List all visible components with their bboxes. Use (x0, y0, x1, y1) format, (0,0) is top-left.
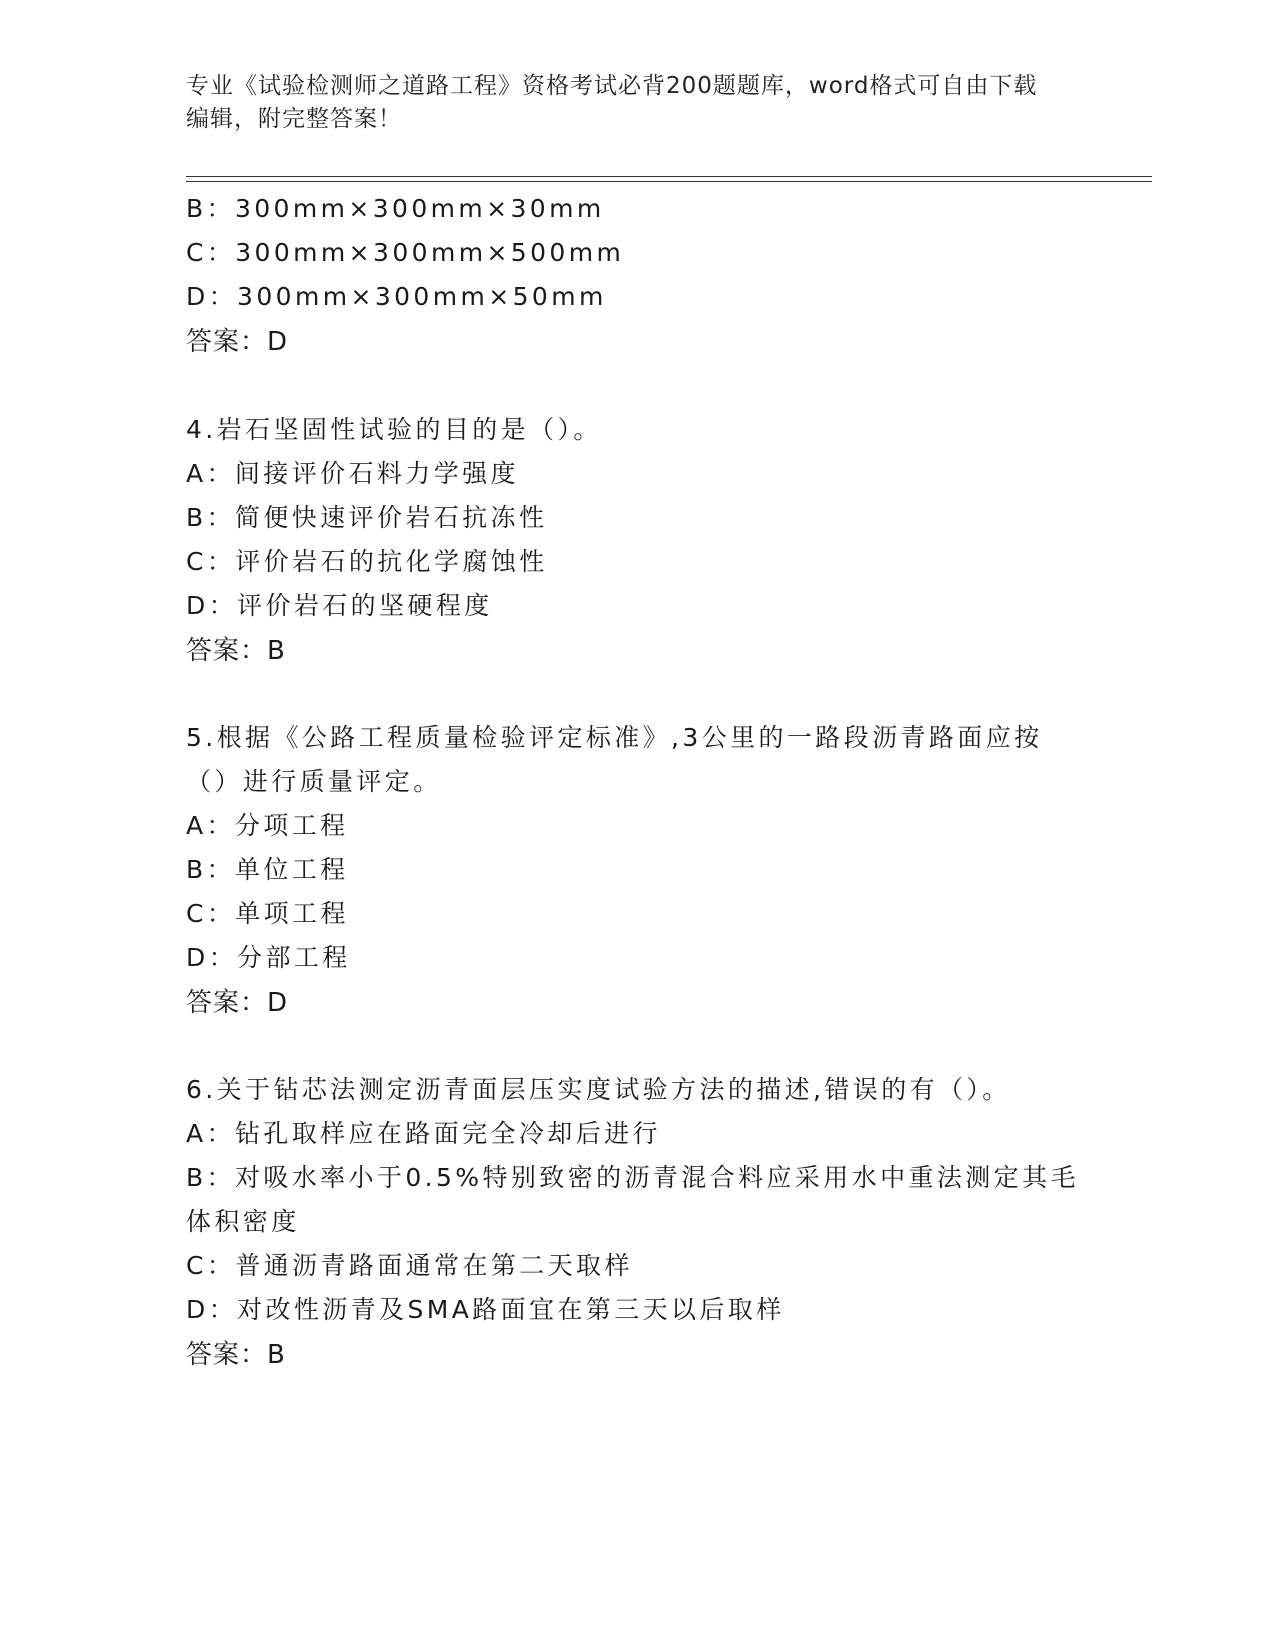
q3-option-c: C：300mm×300mm×500mm (186, 238, 625, 267)
header-line-2: 编辑，附完整答案！ (186, 106, 402, 132)
q6-answer: 答案：B (186, 1340, 286, 1370)
q4-option-b: B：简便快速评价岩石抗冻性 (186, 503, 548, 532)
q3-option-b: B：300mm×300mm×30mm (186, 194, 605, 223)
q5-option-b: B：单位工程 (186, 855, 349, 884)
q3-answer: 答案：D (186, 327, 289, 357)
q6-option-b-line-1: B：对吸水率小于0.5%特别致密的沥青混合料应采用水中重法测定其毛 (186, 1163, 1079, 1192)
q4-answer: 答案：B (186, 636, 286, 666)
q5-answer: 答案：D (186, 988, 289, 1018)
header-line-1: 专业《试验检测师之道路工程》资格考试必背200题题库，word格式可自由下载 (186, 73, 1038, 99)
q6-option-a: A：钻孔取样应在路面完全冷却后进行 (186, 1119, 661, 1148)
q5-option-c: C：单项工程 (186, 899, 349, 928)
q5-question-line-2: （）进行质量评定。 (186, 767, 442, 796)
header-divider-top (186, 176, 1152, 177)
header-divider-bottom (186, 181, 1152, 182)
q4-option-a: A：间接评价石料力学强度 (186, 459, 519, 488)
q6-option-d: D：对改性沥青及SMA路面宜在第三天以后取样 (186, 1295, 785, 1324)
q4-option-c: C：评价岩石的抗化学腐蚀性 (186, 547, 548, 576)
q5-option-a: A：分项工程 (186, 811, 349, 840)
q6-option-c: C：普通沥青路面通常在第二天取样 (186, 1251, 633, 1280)
q6-option-b-line-2: 体积密度 (186, 1207, 300, 1236)
document-header (186, 70, 1086, 136)
q3-option-d: D：300mm×300mm×50mm (186, 282, 607, 311)
q5-option-d: D：分部工程 (186, 943, 351, 972)
q4-option-d: D：评价岩石的坚硬程度 (186, 591, 493, 620)
q4-question: 4.岩石坚固性试验的目的是（）。 (186, 415, 602, 444)
q6-question: 6.关于钻芯法测定沥青面层压实度试验方法的描述,错误的有（）。 (186, 1075, 1011, 1104)
q5-question-line-1: 5.根据《公路工程质量检验评定标准》,3公里的一路段沥青路面应按 (186, 723, 1043, 752)
